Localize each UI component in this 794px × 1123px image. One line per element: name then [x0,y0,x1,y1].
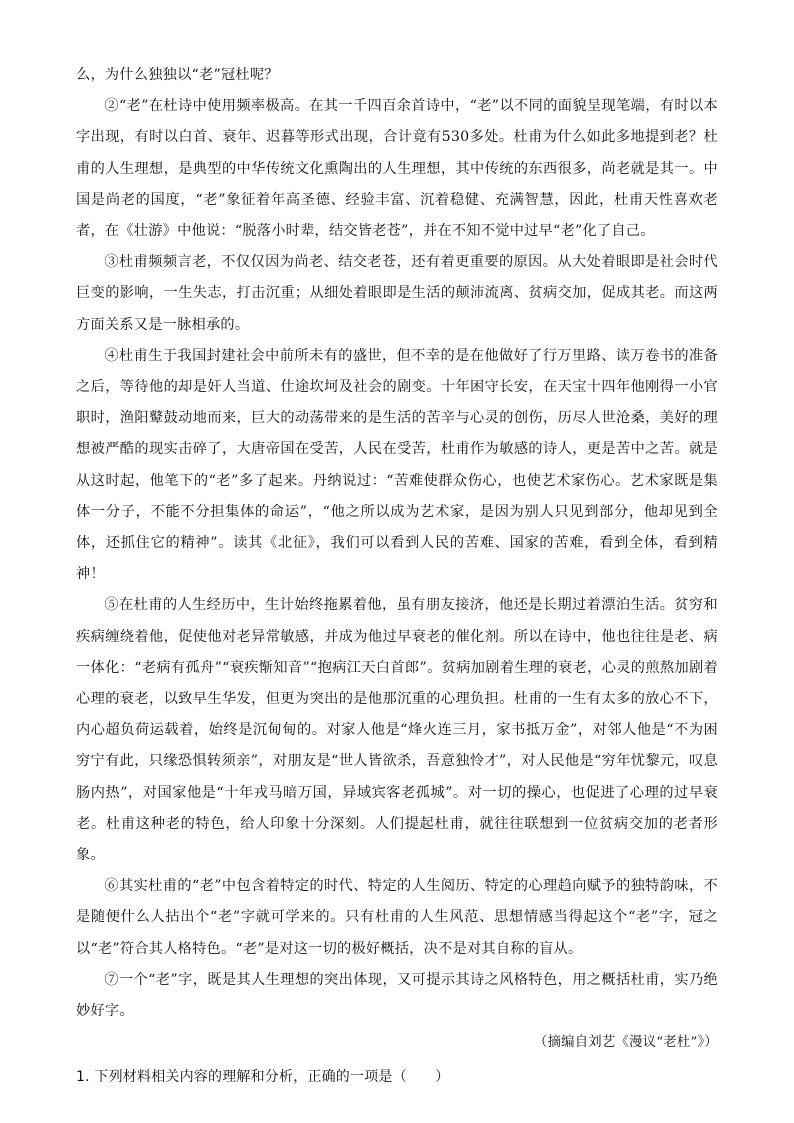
paragraph-2: ②“老”在杜诗中使用频率极高。在其一千四百余首诗中，“老”以不同的面貌呈现笔端，有时以本字出现，有时以白首、衰年、迟暮等形式出现，合计竟有530多处。杜甫为什么如此多地提到老？杜甫的人生理想，是典型的中华传统文化熏陶出的人生理想，其中传统的东西很多，尚老就是其一。中国是尚老的国度，“老”象征着年高圣德、经验丰富、沉着稳健、充满智慧，因此，杜甫天性喜欢老者，在《壮游》中他说：“脱落小时辈，结交皆老苍”，并在不知不觉中过早“老”化了自己。 [76,98,718,240]
question-1: 1. 下列材料相关内容的理解和分析，正确的一项是（ ） [76,1069,450,1086]
paragraph-5: ⑤在杜甫的人生经历中，生计始终拖累着他，虽有朋友接济，他还是长期过着漂泊生活。贫穷和疾病缠绕着他，促使他对老异常敏感，并成为他过早衰老的催化剂。所以在诗中，他也往往是老、病一体化：“老病有孤舟”“衰疾惭知音”“抱病江天白首郎”。贫病加剧着生理的衰老，心灵的煎熬加剧着心理的衰老，以致早生华发，但更为突出的是他那沉重的心理负担。杜甫的一生有太多的放心不下，内心超负荷运载着，始终是沉甸甸的。对家人他是“烽火连三月，家书抵万金”，对邻人他是“不为困穷宁有此，只缘恐惧转须亲”，对朋友是“世人皆欲杀，吾意独怜才”，对人民他是“穷年忧黎元，叹息肠内热”，对国家他是“十年戎马暗万国，异域宾客老孤城”。对一切的操心，也促进了心理的过早衰老。杜甫这种老的特色，给人印象十分深刻。人们提起杜甫，就往往联想到一位贫病交加的老者形象。 [76,597,718,864]
paragraph-7: ⑦一个“老”字，既是其人生理想的突出体现，又可提示其诗之风格特色，用之概括杜甫，实乃绝妙好字。 [76,971,718,1020]
article-source: （摘编自刘艺《漫议“老杜”》） [533,1035,718,1051]
paragraph-continued: 么，为什么独独以“老”冠杜呢？ [76,67,279,83]
paragraph-3: ③杜甫频频言老，不仅仅因为尚老、结交老苍，还有着更重要的原因。从大处着眼即是社会时代巨变的影响，一生失志，打击沉重；从细处着眼即是生活的颠沛流离、贫病交加，促成其老。而这两方面关系又是一脉相承的。 [76,254,718,333]
paragraph-4: ④杜甫生于我国封建社会中前所未有的盛世，但不幸的是在他做好了行万里路、读万卷书的准备之后，等待他的却是奸人当道、仕途坎坷及社会的剧变。十年困守长安，在天宝十四年他刚得一小官职时，渔阳鼙鼓动地而来，巨大的动荡带来的是生活的苦辛与心灵的创伤，历尽人世沧桑，美好的理想被严酷的现实击碎了，大唐帝国在受苦，人民在受苦，杜甫作为敏感的诗人，更是苦中之苦。就是从这时起，他笔下的“老”多了起来。丹纳说过：“苦难使群众伤心，也使艺术家伤心。艺术家既是集体一分子，不能不分担集体的命运”，“他之所以成为艺术家，是因为别人只见到部分，他却见到全体，还抓住它的精神”。读其《北征》，我们可以看到人民的苦难、国家的苦难，看到全体，看到精神！ [76,347,718,583]
document-page [76,60,718,1091]
paragraph-6: ⑥其实杜甫的“老”中包含着特定的时代、特定的人生阅历、特定的心理趋向赋予的独特韵味，不是随便什么人拈出个“老”字就可学来的。只有杜甫的人生风范、思想情感当得起这个“老”字，冠之以“老”符合其人格特色。“老”是对这一切的极好概括，决不是对其自称的盲从。 [76,878,718,957]
